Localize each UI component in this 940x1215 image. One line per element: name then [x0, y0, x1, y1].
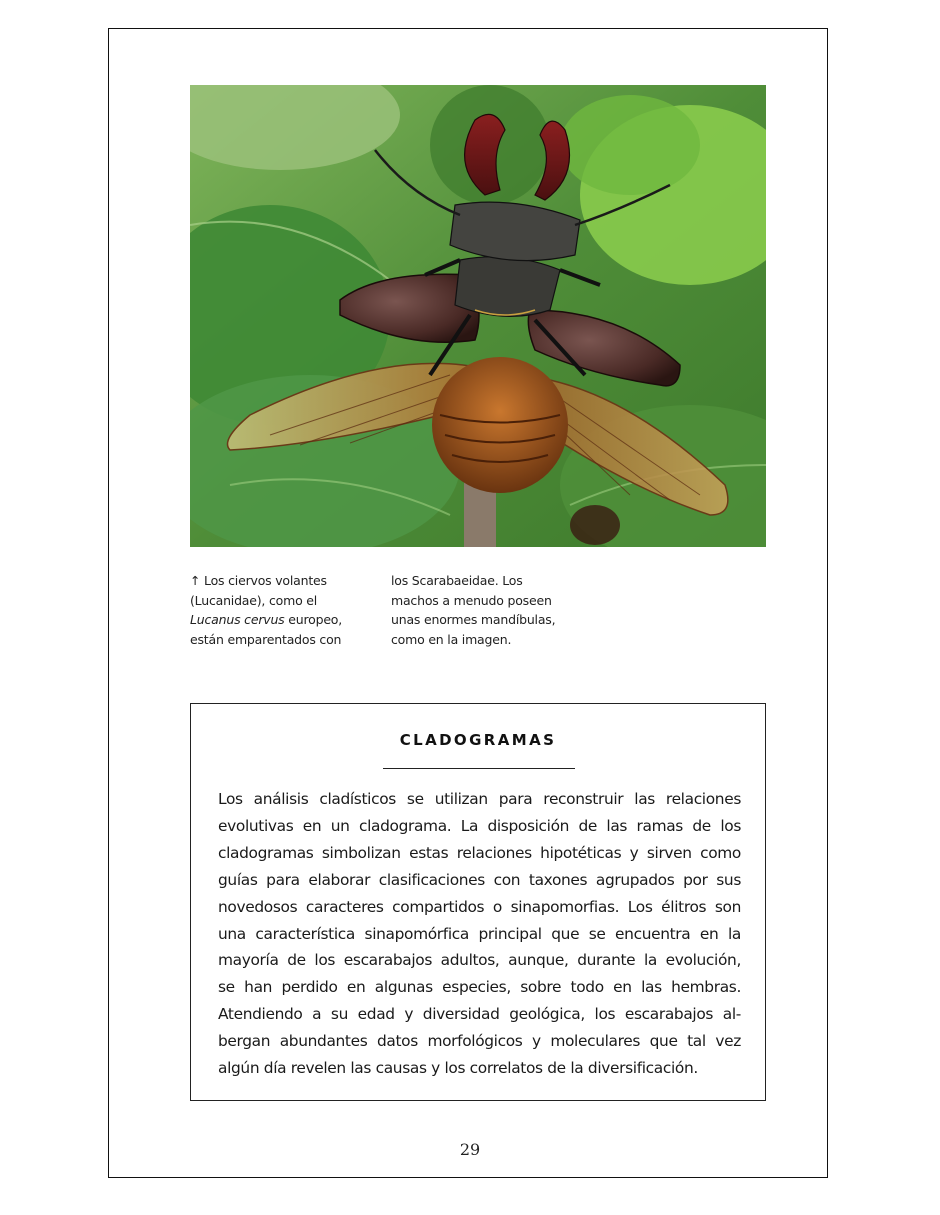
body-line: bergan abundantes datos morfológicos y moleculares que tal vez — [218, 1032, 741, 1051]
caption-line: (Lucanidae), como el — [190, 592, 318, 608]
body-line: una característica sinapomórfica principal que se encuentra en la — [218, 924, 741, 943]
title-underline — [383, 768, 575, 769]
body-line: Atendiendo a su edad y diversidad geológica, los escarabajos al- — [218, 1005, 741, 1024]
page-number: 29 — [459, 1140, 481, 1159]
photo-caption-column-2 — [391, 571, 571, 649]
caption-line: como en la imagen. — [391, 631, 512, 647]
up-arrow-icon: ↑ — [190, 573, 201, 588]
body-line: se han perdido en algunas especies, sobre todo en las hembras. — [218, 978, 741, 997]
body-line: mayoría de los escarabajos adultos, aunque, durante la evolución, — [218, 951, 741, 970]
caption-line: europeo, — [284, 612, 343, 627]
body-line: evolutivas en un cladograma. La disposición de las ramas de los — [218, 816, 741, 835]
caption-line: unas enormes mandíbulas, — [391, 612, 556, 627]
body-line: novedosos caracteres compartidos o sinapomorfias. Los élitros son — [218, 897, 741, 916]
body-line: Los análisis cladísticos se utilizan para reconstruir las relaciones — [218, 790, 741, 808]
body-line: algún día revelen las causas y los correlatos de la diversificación. — [218, 1059, 698, 1078]
body-line: guías para elaborar clasificaciones con taxones agrupados por sus — [218, 870, 741, 889]
caption-line: Los ciervos volantes — [200, 573, 327, 588]
box-title: CLADOGRAMAS — [399, 731, 557, 749]
caption-line: machos a menudo poseen — [391, 592, 552, 608]
box-body-text — [218, 786, 741, 1082]
photo-caption-column-1 — [190, 571, 370, 649]
body-line: cladogramas simbolizan estas relaciones hipotéticas y sirven como — [218, 843, 741, 862]
caption-species-name: Lucanus cervus — [190, 612, 285, 627]
caption-line: los Scarabaeidae. Los — [391, 573, 523, 588]
stag-beetle-photo — [190, 85, 766, 547]
caption-line: están emparentados con — [190, 631, 342, 647]
cladogramas-sidebar-box — [190, 703, 766, 1101]
